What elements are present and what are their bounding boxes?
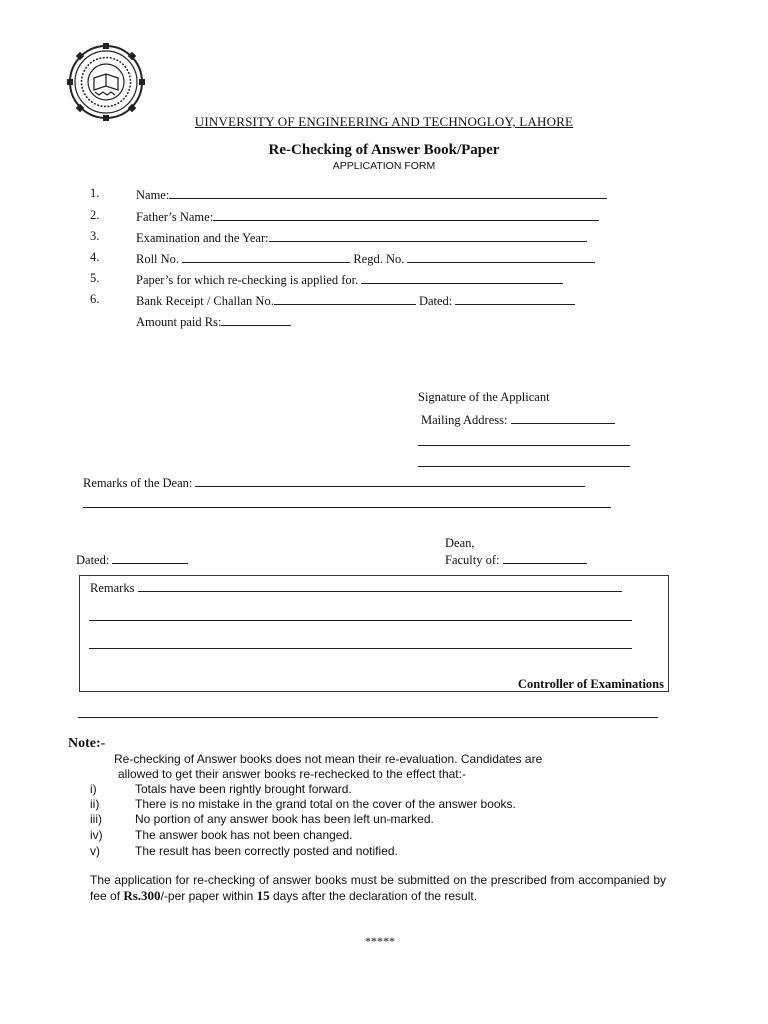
closing-text: days after the declaration of the result.	[269, 889, 478, 903]
dean-label: Dean,	[445, 536, 475, 550]
name-field[interactable]	[136, 186, 607, 203]
controller-remarks-line[interactable]	[89, 648, 632, 649]
dean-remarks-field[interactable]	[83, 474, 585, 491]
mailing-address-field[interactable]	[421, 411, 615, 428]
closing-paragraph	[90, 872, 666, 904]
faculty-label: Faculty of:	[445, 553, 500, 567]
note-intro-line: Re-checking of Answer books does not mean their re-evaluation. Candidates are	[114, 752, 543, 766]
field-number: 1.	[90, 186, 100, 200]
closing-text: /-per paper within	[160, 889, 257, 903]
controller-remarks-box	[79, 575, 669, 692]
note-point: Totals have been rightly brought forward.	[135, 782, 352, 796]
note-intro-line: allowed to get their answer books re-rechecked to the effect that:-	[118, 767, 466, 781]
field-number: 2.	[90, 208, 100, 222]
point-number: iv)	[90, 828, 103, 842]
dean-dated-field[interactable]	[76, 551, 188, 568]
fee-amount: Rs.300	[123, 888, 161, 903]
days-count: 15	[256, 888, 270, 903]
point-number: iii)	[90, 812, 102, 826]
papers-field[interactable]	[136, 271, 563, 288]
note-heading: Note:-	[68, 736, 106, 751]
field-number: 3.	[90, 229, 100, 243]
amount-label: Amount paid Rs:	[136, 315, 222, 329]
amount-field[interactable]	[136, 313, 291, 330]
father-name-field[interactable]	[136, 208, 599, 225]
name-label: Name:	[136, 188, 170, 202]
field-number: 4.	[90, 250, 100, 264]
point-number: i)	[90, 782, 97, 796]
note-point: The answer book has not been changed.	[135, 828, 353, 842]
university-name: UINVERSITY OF ENGINEERING AND TECHNOGLOY, LAHORE	[194, 114, 574, 129]
father-name-label: Father’s Name:	[136, 210, 214, 224]
roll-no-label: Roll No.	[136, 252, 180, 266]
controller-remarks-label: Remarks	[90, 581, 135, 595]
note-point: The result has been correctly posted and notified.	[135, 844, 398, 858]
point-number: ii)	[90, 797, 100, 811]
separator-line	[78, 717, 658, 718]
challan-field[interactable]	[136, 292, 575, 309]
papers-label: Paper’s for which re-checking is applied for.	[136, 273, 359, 287]
address-line[interactable]	[418, 466, 630, 467]
closing-text: The application for re-checking of answer books must be submitted on the prescribed from accompanied by fee of	[90, 873, 666, 903]
field-number: 5.	[90, 271, 100, 285]
end-marker: *****	[365, 934, 395, 948]
regd-no-label: Regd. No.	[353, 252, 405, 266]
signature-label: Signature of the Applicant	[418, 390, 550, 404]
examination-year-label: Examination and the Year:	[136, 231, 269, 245]
university-seal-icon	[66, 42, 146, 122]
dean-dated-label: Dated:	[76, 553, 110, 567]
mailing-address-label: Mailing Address:	[421, 413, 508, 427]
controller-remarks-line[interactable]	[89, 620, 632, 621]
challan-label: Bank Receipt / Challan No.	[136, 294, 274, 308]
field-number: 6.	[90, 292, 100, 306]
form-title: Re-Checking of Answer Book/Paper	[268, 142, 500, 158]
controller-signature-label: Controller of Examinations	[517, 677, 664, 691]
dean-remarks-line[interactable]	[83, 507, 611, 508]
dean-remarks-label: Remarks of the Dean:	[83, 476, 193, 490]
roll-no-field[interactable]	[136, 250, 595, 267]
note-point: There is no mistake in the grand total on the cover of the answer books.	[135, 797, 516, 811]
examination-year-field[interactable]	[136, 229, 587, 246]
point-number: v)	[90, 844, 100, 858]
address-line[interactable]	[418, 445, 630, 446]
note-point: No portion of any answer book has been left un-marked.	[135, 812, 434, 826]
form-subtitle: APPLICATION FORM	[332, 160, 436, 172]
controller-remarks-field[interactable]	[90, 579, 622, 596]
challan-dated-label: Dated:	[418, 294, 453, 308]
faculty-field[interactable]	[445, 551, 587, 568]
